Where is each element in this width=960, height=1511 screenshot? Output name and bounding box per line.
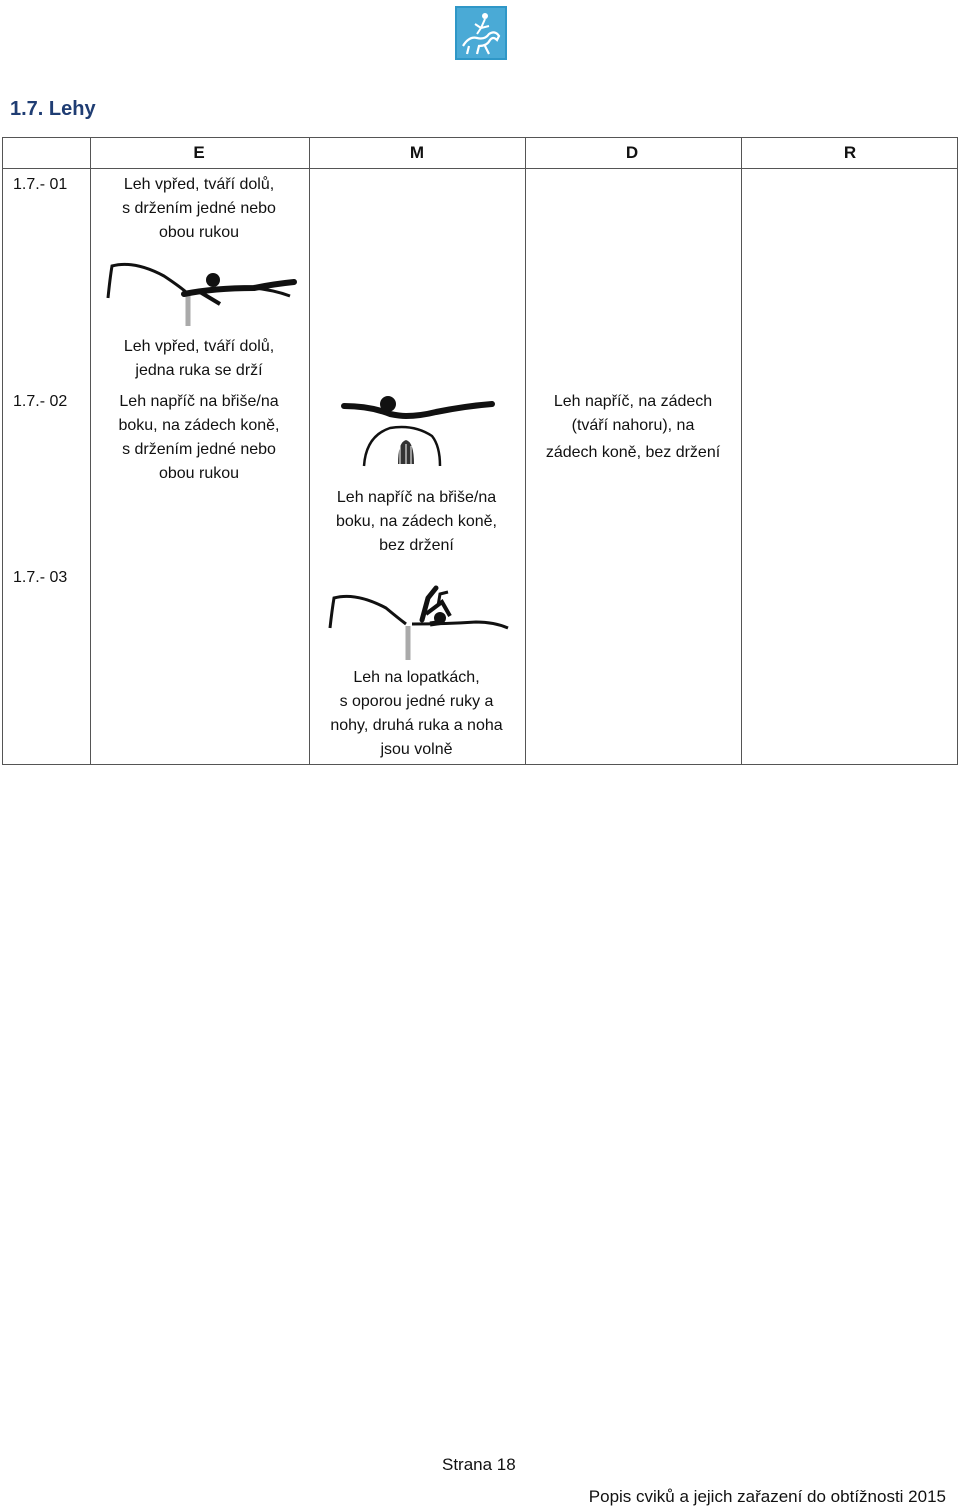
section-title: 1.7. Lehy	[10, 98, 96, 120]
exercise-02-d-description: Leh napříč, na zádech (tváří nahoru), na zádech koně, bez držení	[545, 393, 721, 461]
exercise-01-e-description: Leh vpřed, tváří dolů, s držením jedné nebo obou rukou	[122, 176, 276, 241]
header-m: M	[409, 143, 425, 162]
exercise-02-e-description: Leh napříč na břiše/na boku, na zádech koně, s držením jedné nebo obou rukou	[118, 393, 280, 482]
header-r: R	[843, 143, 857, 162]
lying-across-figure-icon	[340, 392, 496, 472]
shoulder-lying-figure-icon	[326, 584, 512, 664]
document-title: Popis cviků a jejich zařazení do obtížnosti 2015	[588, 1487, 946, 1506]
exercise-02-m-description: Leh napříč na břiše/na boku, na zádech koně, bez držení	[335, 489, 497, 554]
vaulting-horse-logo-icon	[455, 6, 507, 60]
header-d: D	[625, 143, 639, 162]
row-code-02: 1.7.- 02	[13, 393, 68, 410]
exercise-01-e-variant: Leh vpřed, tváří dolů, jedna ruka se drží	[123, 338, 275, 379]
exercise-03-m-description: Leh na lopatkách, s oporou jedné ruky a nohy, druhá ruka a noha jsou volně	[330, 669, 503, 758]
row-code-01: 1.7.- 01	[13, 176, 68, 193]
row-code-03: 1.7.- 03	[13, 569, 68, 586]
lying-forward-figure-icon	[104, 258, 300, 330]
page-number: Strana 18	[442, 1455, 516, 1474]
header-e: E	[193, 143, 205, 162]
